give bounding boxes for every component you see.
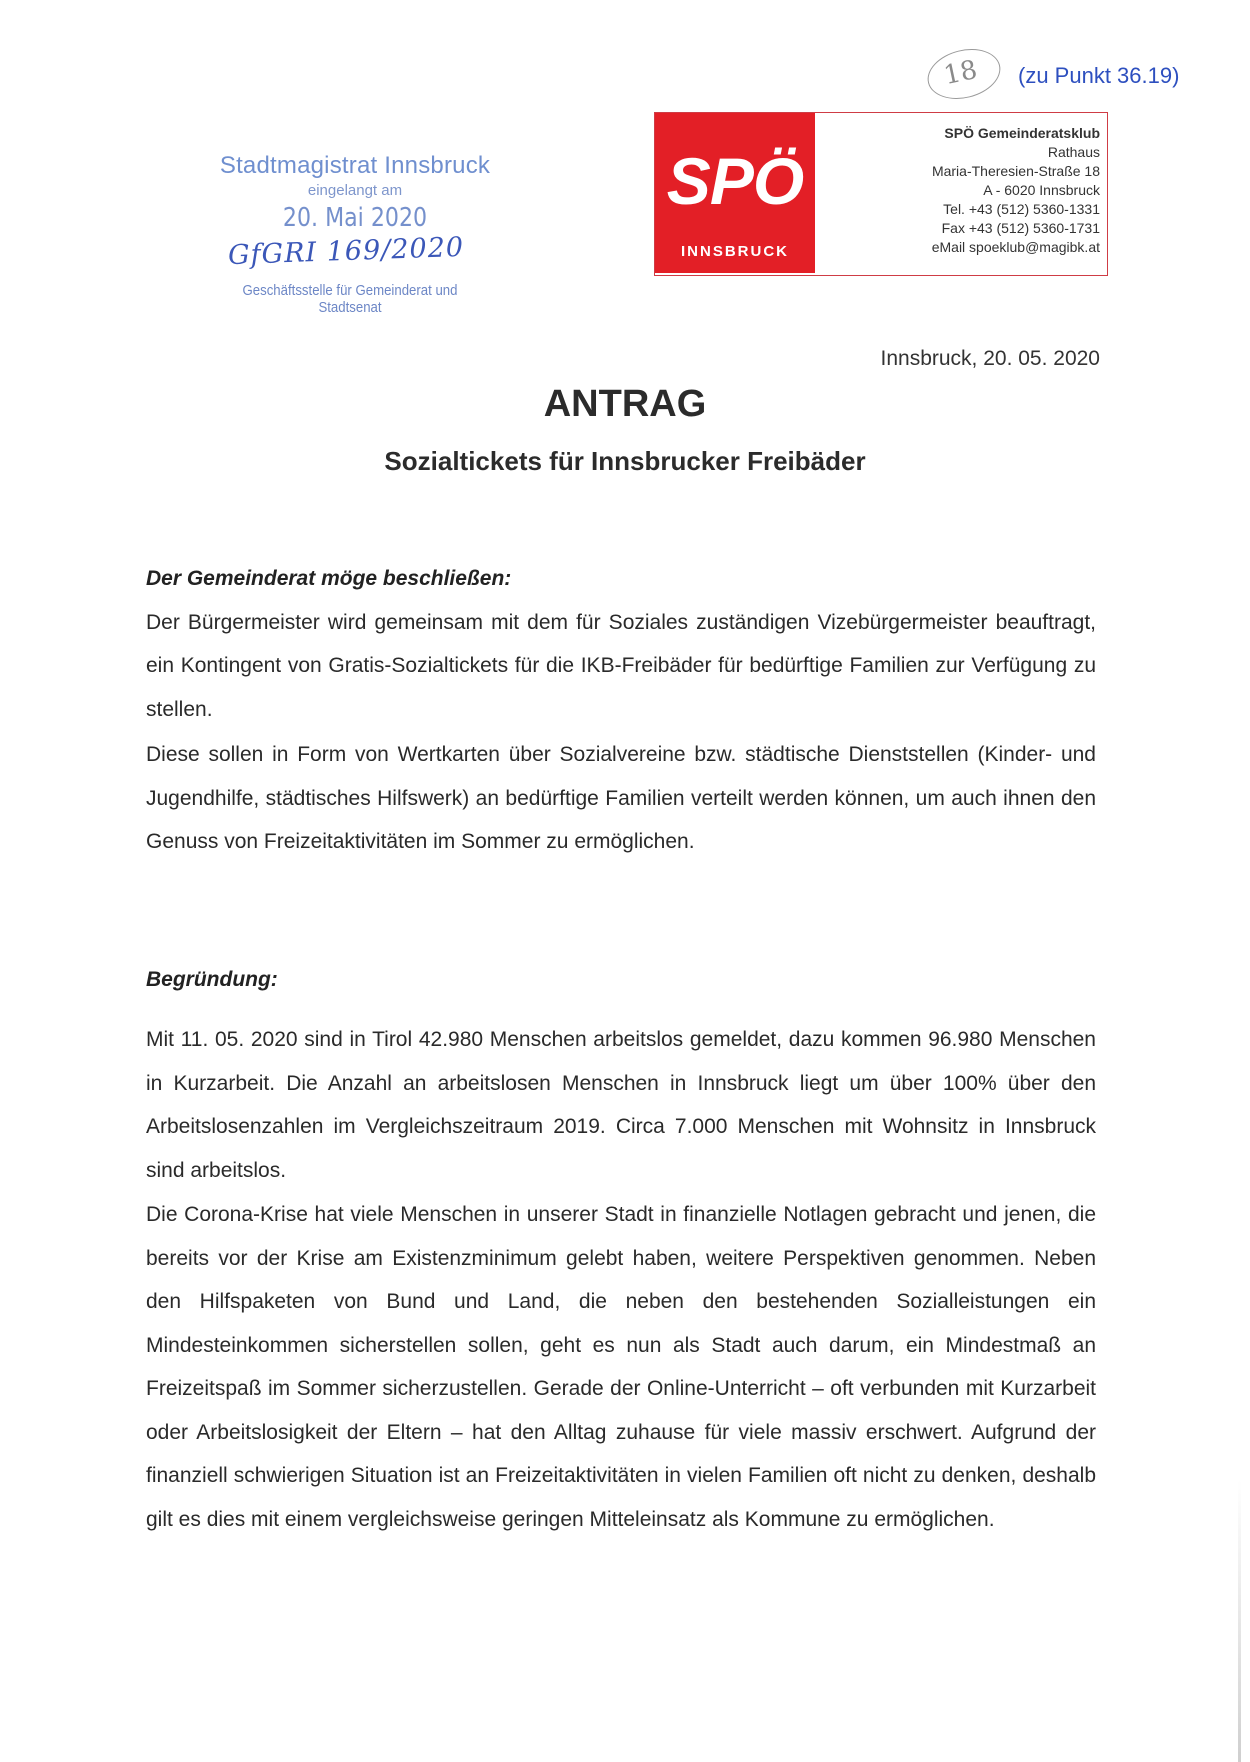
stamp-handwritten-number: GfGRI 169/2020: [227, 231, 465, 272]
spo-logo-text: SPÖ: [666, 144, 804, 218]
stamp-department: Geschäftsstelle für Gemeinderat und Stadtsenat: [242, 282, 458, 316]
contact-block: [830, 124, 1100, 257]
contact-club: SPÖ Gemeinderatsklub: [944, 125, 1100, 141]
motion-heading: Der Gemeinderat möge beschließen:: [146, 567, 512, 590]
motion-paragraph: Der Bürgermeister wird gemeinsam mit dem für Soziales zuständigen Vizebürgermeister beauftragt, ein Kontingent von Gratis-Sozialtickets für die IKB-Freibäder für bedürftige Familien zur Verfügung zu stellen.: [146, 610, 1096, 721]
justification-paragraph: Die Corona-Krise hat viele Menschen in unserer Stadt in finanzielle Notlagen gebracht und jenen, die bereits vor der Krise am Existenzminimum gelebt haben, weitere Perspektiven genommen. Neben den Hilfspaketen von Bund und Land, die neben den bestehenden Sozialleistungen ein Mindesteinkommen sicherstellen sollen, geht es nun als Stadt auch darum, ein Mindestmaß an Freizeitspaß im Sommer sicherzustellen. Gerade der Online-Unterricht – oft verbunden mit Kurzarbeit oder Arbeitslosigkeit der Eltern – hat den Alltag zuhause für viele massiv erschwert. Aufgrund der finanziell schwierigen Situation ist an Freizeitaktivitäten in vielen Familien oft nicht zu denken, deshalb gilt es dies mit einem vergleichsweise geringen Mitteleinsatz als Kommune zu ermöglichen.: [146, 1203, 1096, 1531]
motion-section-continued: [146, 733, 1096, 864]
contact-email: eMail spoeklub@magibk.at: [931, 239, 1100, 255]
handwritten-number: 18: [941, 54, 980, 92]
stamp-date: 20. Mai 2020: [282, 203, 428, 233]
contact-city: A - 6020 Innsbruck: [983, 182, 1100, 198]
contact-tel: Tel. +43 (512) 5360-1331: [943, 201, 1100, 217]
stamp-received-label: eingelangt am: [307, 182, 403, 199]
justification-block-2: [146, 1193, 1096, 1541]
contact-street: Maria-Theresien-Straße 18: [931, 163, 1100, 179]
document-title: ANTRAG: [543, 383, 707, 425]
document-subtitle: Sozialtickets für Innsbrucker Freibäder: [384, 446, 866, 476]
scan-edge-shadow: [1238, 1480, 1241, 1762]
contact-building: Rathaus: [1047, 144, 1100, 160]
justification-heading-block: [146, 958, 1096, 1002]
justification-paragraph: Mit 11. 05. 2020 sind in Tirol 42.980 Menschen arbeitslos gemeldet, dazu kommen 96.980 Menschen in Kurzarbeit. Die Anzahl an arbeitslosen Menschen in Innsbruck liegt um über 100% über den Arbeitslosenzahlen im Vergleichszeitraum 2019. Circa 7.000 Menschen mit Wohnsitz in Innsbruck sind arbeitslos.: [146, 1028, 1096, 1182]
justification-block-1: [146, 1018, 1096, 1192]
motion-paragraph: Diese sollen in Form von Wertkarten über Sozialvereine bzw. städtische Dienststellen (Kinder- und Jugendhilfe, städtisches Hilfswerk) an bedürftige Familien verteilt werden können, um auch ihnen den Genuss von Freizeitaktivitäten im Sommer zu ermöglichen.: [146, 743, 1096, 853]
spo-logo: [655, 113, 815, 273]
agenda-reference: (zu Punkt 36.19): [1018, 63, 1180, 88]
justification-heading: Begründung:: [146, 968, 278, 991]
stamp-office: Stadtmagistrat Innsbruck: [219, 152, 491, 179]
contact-fax: Fax +43 (512) 5360-1731: [941, 220, 1100, 236]
spo-logo-subtitle: INNSBRUCK: [681, 243, 789, 260]
motion-section: [146, 557, 1096, 731]
place-date: Innsbruck, 20. 05. 2020: [880, 347, 1100, 370]
